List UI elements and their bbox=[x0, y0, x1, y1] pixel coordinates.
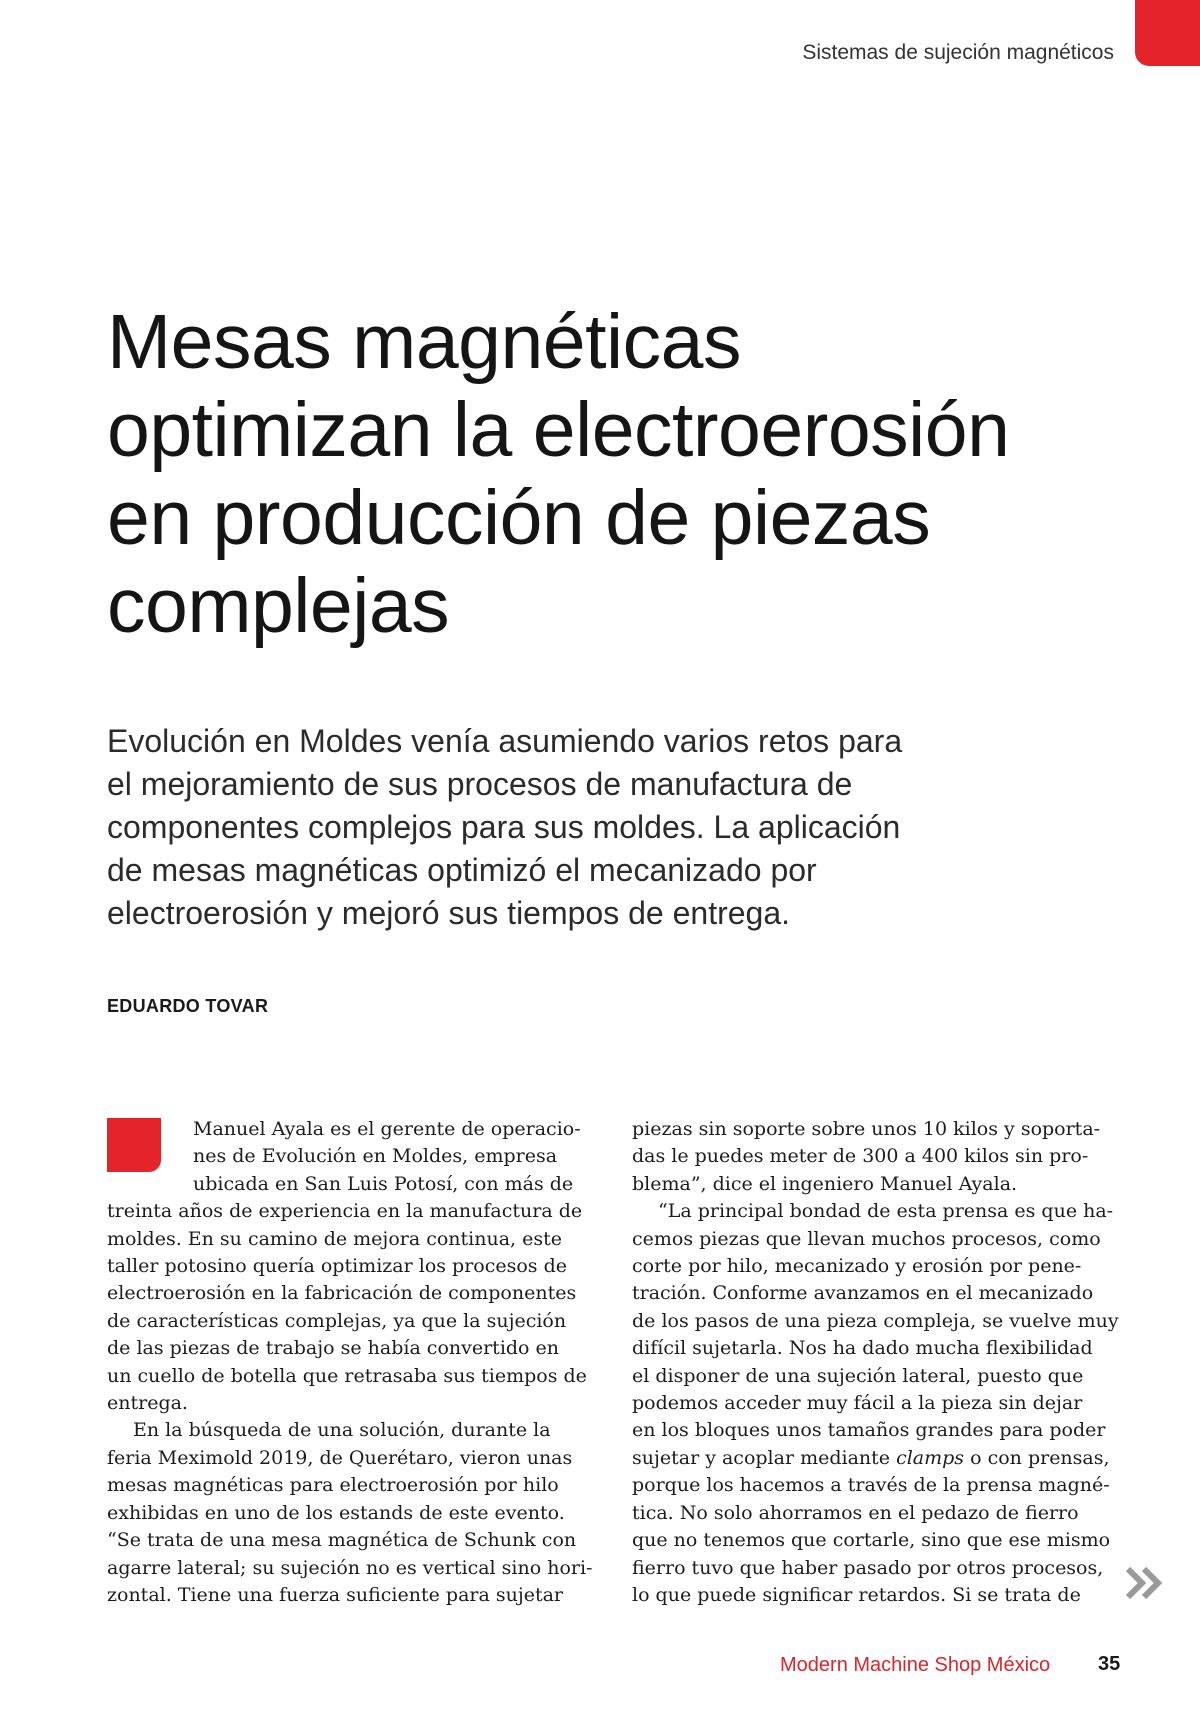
article-title bbox=[107, 298, 1167, 650]
body-line bbox=[632, 1445, 1122, 1472]
title-line: complejas bbox=[107, 563, 450, 649]
body-line: porque los hacemos a través de la prensa magné- bbox=[632, 1474, 1110, 1497]
body-line: en los bloques unos tamaños grandes para poder bbox=[632, 1419, 1106, 1442]
body-line: En la búsqueda de una solución, durante la bbox=[133, 1419, 551, 1442]
body-line: das le puedes meter de 300 a 400 kilos sin pro- bbox=[632, 1145, 1089, 1168]
article-subtitle bbox=[107, 720, 1007, 935]
body-line: entrega. bbox=[107, 1392, 188, 1415]
body-line: ubicada en San Luis Potosí, con más de bbox=[193, 1172, 574, 1195]
body-line: corte por hilo, mecanizado y erosión por pene- bbox=[632, 1255, 1082, 1278]
footer-publication: Modern Machine Shop México bbox=[780, 1654, 1051, 1676]
body-line: “Se trata de una mesa magnética de Schunk con bbox=[107, 1529, 577, 1552]
body-line: nes de Evolución en Moldes, empresa bbox=[193, 1145, 558, 1168]
body-line: el disponer de una sujeción lateral, puesto que bbox=[632, 1364, 1084, 1387]
body-line: feria Meximold 2019, de Querétaro, vieron unas bbox=[107, 1446, 573, 1469]
page-number: 35 bbox=[1098, 1653, 1121, 1675]
body-column-right bbox=[632, 1116, 1122, 1609]
double-chevron-right-icon bbox=[1124, 1565, 1166, 1601]
subtitle-line: el mejoramiento de sus procesos de manufactura de bbox=[107, 766, 853, 802]
body-line: tración. Conforme avanzamos en el mecanizado bbox=[632, 1282, 1094, 1305]
body-line: piezas sin soporte sobre unos 10 kilos y soporta- bbox=[632, 1118, 1101, 1140]
body-line: fierro tuvo que haber pasado por otros procesos, bbox=[632, 1556, 1104, 1579]
subtitle-line: Evolución en Moldes venía asumiendo varios retos para bbox=[107, 723, 903, 759]
body-line: que no tenemos que cortarle, sino que ese mismo bbox=[632, 1529, 1111, 1552]
body-line: taller potosino quería optimizar los procesos de bbox=[107, 1255, 567, 1278]
body-column-left bbox=[107, 1116, 597, 1609]
subtitle-line: electroerosión y mejoró sus tiempos de entrega. bbox=[107, 895, 791, 931]
body-line: moldes. En su camino de mejora continua, este bbox=[107, 1227, 562, 1250]
body-line: de características complejas, ya que la sujeción bbox=[107, 1309, 567, 1332]
header-red-tab bbox=[1135, 0, 1200, 66]
title-line: optimizan la electroerosión bbox=[107, 387, 1010, 473]
body-line: treinta años de experiencia en la manufactura de bbox=[107, 1200, 583, 1223]
body-line: podemos acceder muy fácil a la pieza sin dejar bbox=[632, 1392, 1083, 1415]
body-line: electroerosión en la fabricación de componentes bbox=[107, 1282, 577, 1305]
body-line: zontal. Tiene una fuerza suficiente para sujetar bbox=[107, 1583, 564, 1606]
body-line: mesas magnéticas para electroerosión por hilo bbox=[107, 1474, 559, 1497]
title-line: en producción de piezas bbox=[107, 475, 931, 561]
section-header: Sistemas de sujeción magnéticos bbox=[802, 41, 1114, 64]
body-line: lo que puede significar retardos. Si se trata de bbox=[632, 1583, 1081, 1606]
body-line: tica. No solo ahorramos en el pedazo de fierro bbox=[632, 1501, 1079, 1524]
body-line: exhibidas en uno de los estands de este evento. bbox=[107, 1501, 565, 1524]
body-line: agarre lateral; su sujeción no es vertical sino hori- bbox=[107, 1556, 593, 1579]
subtitle-line: componentes complejos para sus moldes. La aplicación bbox=[107, 809, 901, 845]
title-line: Mesas magnéticas bbox=[107, 299, 741, 385]
body-line: un cuello de botella que retrasaba sus tiempos de bbox=[107, 1364, 587, 1387]
body-line: Manuel Ayala es el gerente de operacio- bbox=[193, 1118, 581, 1140]
author-byline: EDUARDO TOVAR bbox=[107, 996, 269, 1016]
body-text: sujetar y acoplar mediante bbox=[632, 1446, 891, 1469]
body-line: cemos piezas que llevan muchos procesos, como bbox=[632, 1227, 1101, 1250]
body-text: o con prensas, bbox=[970, 1446, 1110, 1469]
body-line: de los pasos de una pieza compleja, se vuelve muy bbox=[632, 1309, 1119, 1332]
body-line: de las piezas de trabajo se había convertido en bbox=[107, 1337, 560, 1360]
body-line: difícil sujetarla. Nos ha dado mucha flexibilidad bbox=[632, 1337, 1093, 1360]
subtitle-line: de mesas magnéticas optimizó el mecanizado por bbox=[107, 852, 817, 888]
italic-term: clamps bbox=[896, 1446, 965, 1469]
body-line: “La principal bondad de esta prensa es que ha- bbox=[658, 1200, 1114, 1223]
body-line: blema”, dice el ingeniero Manuel Ayala. bbox=[632, 1172, 1018, 1195]
